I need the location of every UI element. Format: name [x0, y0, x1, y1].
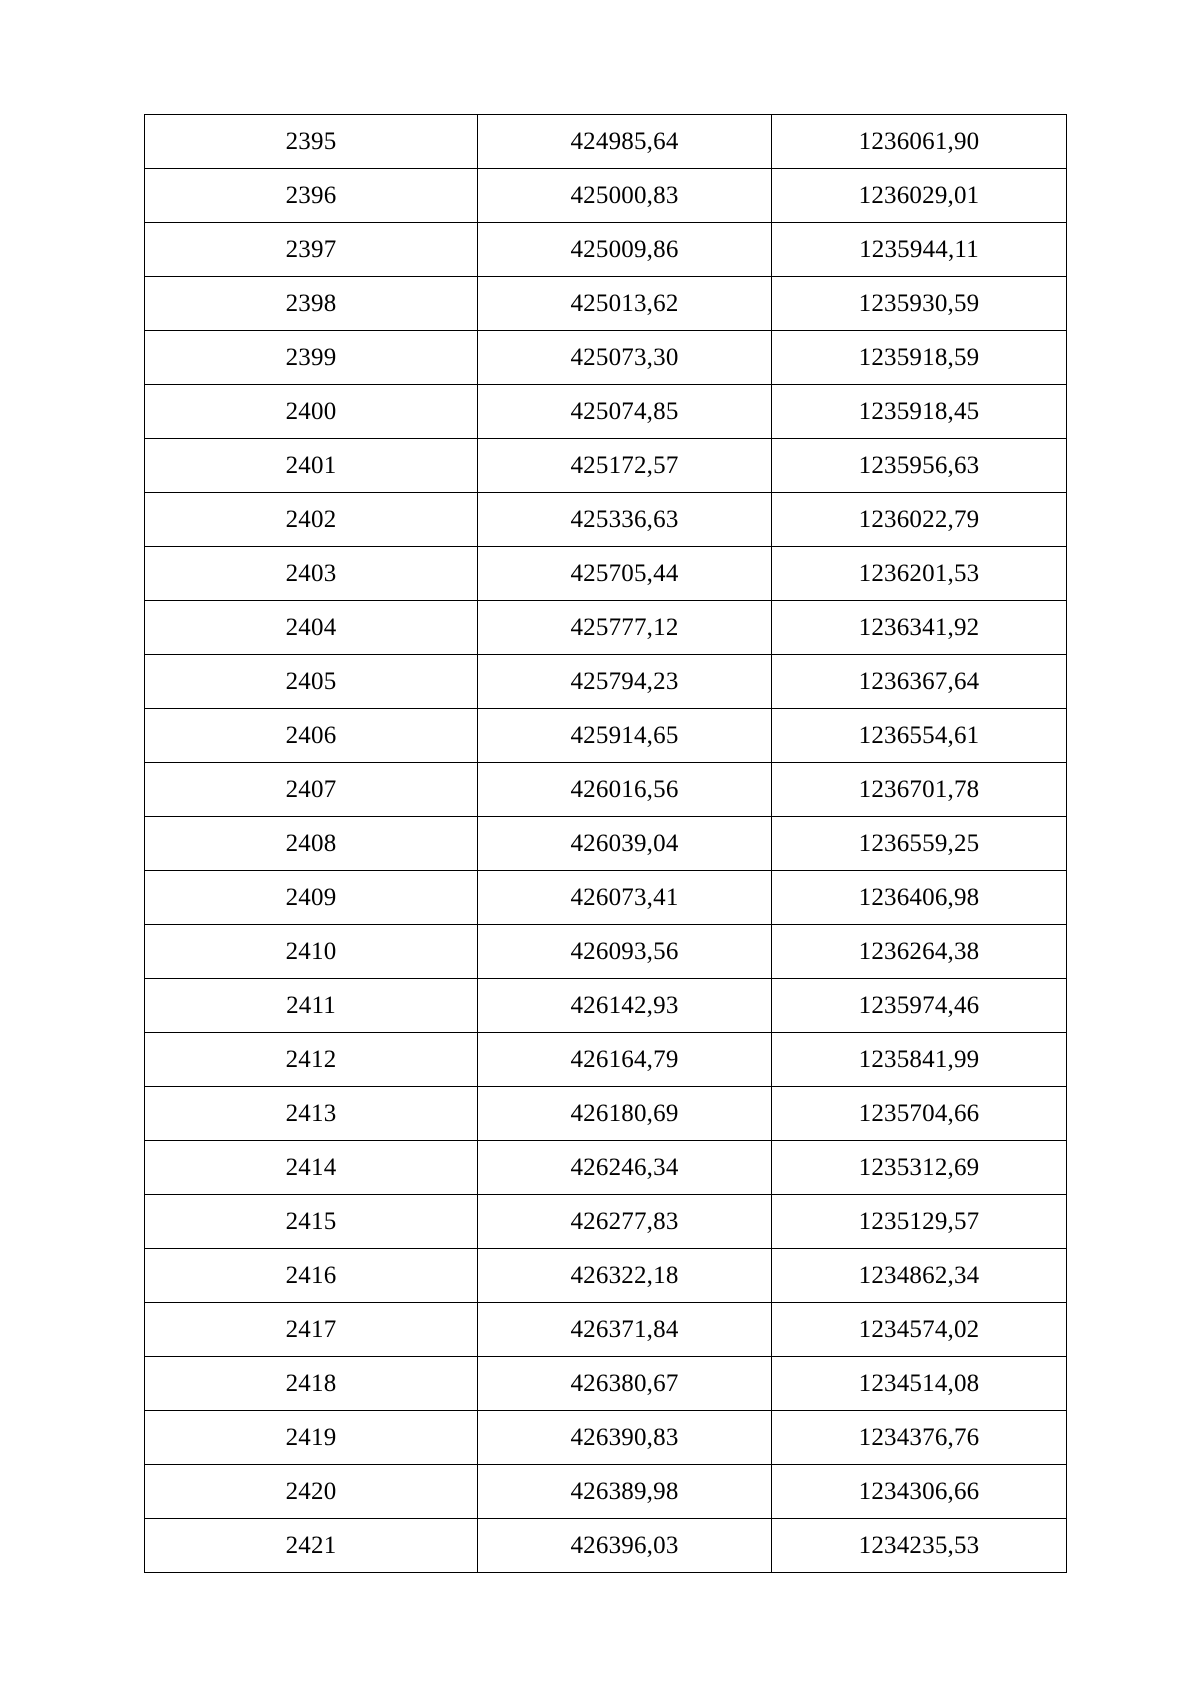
- y-coordinate-cell: 1234306,66: [772, 1465, 1067, 1519]
- x-coordinate-cell: 426073,41: [478, 871, 772, 925]
- point-number-cell: 2402: [145, 493, 478, 547]
- y-coordinate-cell: 1236341,92: [772, 601, 1067, 655]
- point-number-cell: 2401: [145, 439, 478, 493]
- y-coordinate-cell: 1234376,76: [772, 1411, 1067, 1465]
- table-row: [145, 1033, 1067, 1087]
- point-number-cell: 2411: [145, 979, 478, 1033]
- x-coordinate-cell: 425013,62: [478, 277, 772, 331]
- table-row: [145, 709, 1067, 763]
- table-row: [145, 547, 1067, 601]
- point-number-cell: 2417: [145, 1303, 478, 1357]
- x-coordinate-cell: 426016,56: [478, 763, 772, 817]
- y-coordinate-cell: 1234862,34: [772, 1249, 1067, 1303]
- y-coordinate-cell: 1235918,45: [772, 385, 1067, 439]
- point-number-cell: 2396: [145, 169, 478, 223]
- table-row: [145, 1195, 1067, 1249]
- y-coordinate-cell: 1236029,01: [772, 169, 1067, 223]
- x-coordinate-cell: 425009,86: [478, 223, 772, 277]
- point-number-cell: 2406: [145, 709, 478, 763]
- x-coordinate-cell: 426180,69: [478, 1087, 772, 1141]
- y-coordinate-cell: 1236264,38: [772, 925, 1067, 979]
- table-row: [145, 169, 1067, 223]
- y-coordinate-cell: 1235944,11: [772, 223, 1067, 277]
- x-coordinate-cell: 426380,67: [478, 1357, 772, 1411]
- point-number-cell: 2407: [145, 763, 478, 817]
- coordinates-table-body: [145, 115, 1067, 1573]
- y-coordinate-cell: 1235704,66: [772, 1087, 1067, 1141]
- table-row: [145, 1303, 1067, 1357]
- y-coordinate-cell: 1235841,99: [772, 1033, 1067, 1087]
- y-coordinate-cell: 1234574,02: [772, 1303, 1067, 1357]
- x-coordinate-cell: 425000,83: [478, 169, 772, 223]
- table-row: [145, 601, 1067, 655]
- y-coordinate-cell: 1235956,63: [772, 439, 1067, 493]
- x-coordinate-cell: 425074,85: [478, 385, 772, 439]
- y-coordinate-cell: 1236559,25: [772, 817, 1067, 871]
- y-coordinate-cell: 1236061,90: [772, 115, 1067, 169]
- table-row: [145, 223, 1067, 277]
- table-row: [145, 331, 1067, 385]
- x-coordinate-cell: 425794,23: [478, 655, 772, 709]
- point-number-cell: 2415: [145, 1195, 478, 1249]
- table-row: [145, 979, 1067, 1033]
- point-number-cell: 2404: [145, 601, 478, 655]
- point-number-cell: 2418: [145, 1357, 478, 1411]
- x-coordinate-cell: 425914,65: [478, 709, 772, 763]
- point-number-cell: 2421: [145, 1519, 478, 1573]
- point-number-cell: 2403: [145, 547, 478, 601]
- point-number-cell: 2398: [145, 277, 478, 331]
- table-row: [145, 115, 1067, 169]
- y-coordinate-cell: 1236367,64: [772, 655, 1067, 709]
- point-number-cell: 2410: [145, 925, 478, 979]
- x-coordinate-cell: 426371,84: [478, 1303, 772, 1357]
- table-row: [145, 925, 1067, 979]
- y-coordinate-cell: 1235930,59: [772, 277, 1067, 331]
- table-row: [145, 385, 1067, 439]
- y-coordinate-cell: 1236554,61: [772, 709, 1067, 763]
- x-coordinate-cell: 425705,44: [478, 547, 772, 601]
- point-number-cell: 2397: [145, 223, 478, 277]
- table-row: [145, 1141, 1067, 1195]
- point-number-cell: 2408: [145, 817, 478, 871]
- point-number-cell: 2395: [145, 115, 478, 169]
- x-coordinate-cell: 424985,64: [478, 115, 772, 169]
- x-coordinate-cell: 426322,18: [478, 1249, 772, 1303]
- point-number-cell: 2405: [145, 655, 478, 709]
- table-row: [145, 493, 1067, 547]
- x-coordinate-cell: 426142,93: [478, 979, 772, 1033]
- x-coordinate-cell: 426093,56: [478, 925, 772, 979]
- x-coordinate-cell: 425172,57: [478, 439, 772, 493]
- table-row: [145, 655, 1067, 709]
- x-coordinate-cell: 426277,83: [478, 1195, 772, 1249]
- point-number-cell: 2420: [145, 1465, 478, 1519]
- point-number-cell: 2409: [145, 871, 478, 925]
- table-row: [145, 1087, 1067, 1141]
- point-number-cell: 2400: [145, 385, 478, 439]
- y-coordinate-cell: 1234235,53: [772, 1519, 1067, 1573]
- point-number-cell: 2412: [145, 1033, 478, 1087]
- point-number-cell: 2399: [145, 331, 478, 385]
- x-coordinate-cell: 425073,30: [478, 331, 772, 385]
- x-coordinate-cell: 426039,04: [478, 817, 772, 871]
- x-coordinate-cell: 426390,83: [478, 1411, 772, 1465]
- y-coordinate-cell: 1235129,57: [772, 1195, 1067, 1249]
- coordinates-table: [144, 114, 1067, 1573]
- table-row: [145, 1465, 1067, 1519]
- point-number-cell: 2414: [145, 1141, 478, 1195]
- x-coordinate-cell: 425336,63: [478, 493, 772, 547]
- x-coordinate-cell: 426389,98: [478, 1465, 772, 1519]
- x-coordinate-cell: 425777,12: [478, 601, 772, 655]
- table-row: [145, 763, 1067, 817]
- y-coordinate-cell: 1235974,46: [772, 979, 1067, 1033]
- table-row: [145, 1519, 1067, 1573]
- table-row: [145, 439, 1067, 493]
- table-row: [145, 1249, 1067, 1303]
- y-coordinate-cell: 1235312,69: [772, 1141, 1067, 1195]
- table-row: [145, 871, 1067, 925]
- point-number-cell: 2419: [145, 1411, 478, 1465]
- y-coordinate-cell: 1235918,59: [772, 331, 1067, 385]
- x-coordinate-cell: 426164,79: [478, 1033, 772, 1087]
- y-coordinate-cell: 1236201,53: [772, 547, 1067, 601]
- y-coordinate-cell: 1236701,78: [772, 763, 1067, 817]
- x-coordinate-cell: 426396,03: [478, 1519, 772, 1573]
- point-number-cell: 2413: [145, 1087, 478, 1141]
- x-coordinate-cell: 426246,34: [478, 1141, 772, 1195]
- y-coordinate-cell: 1234514,08: [772, 1357, 1067, 1411]
- point-number-cell: 2416: [145, 1249, 478, 1303]
- table-row: [145, 1411, 1067, 1465]
- y-coordinate-cell: 1236022,79: [772, 493, 1067, 547]
- table-row: [145, 1357, 1067, 1411]
- table-row: [145, 817, 1067, 871]
- y-coordinate-cell: 1236406,98: [772, 871, 1067, 925]
- table-row: [145, 277, 1067, 331]
